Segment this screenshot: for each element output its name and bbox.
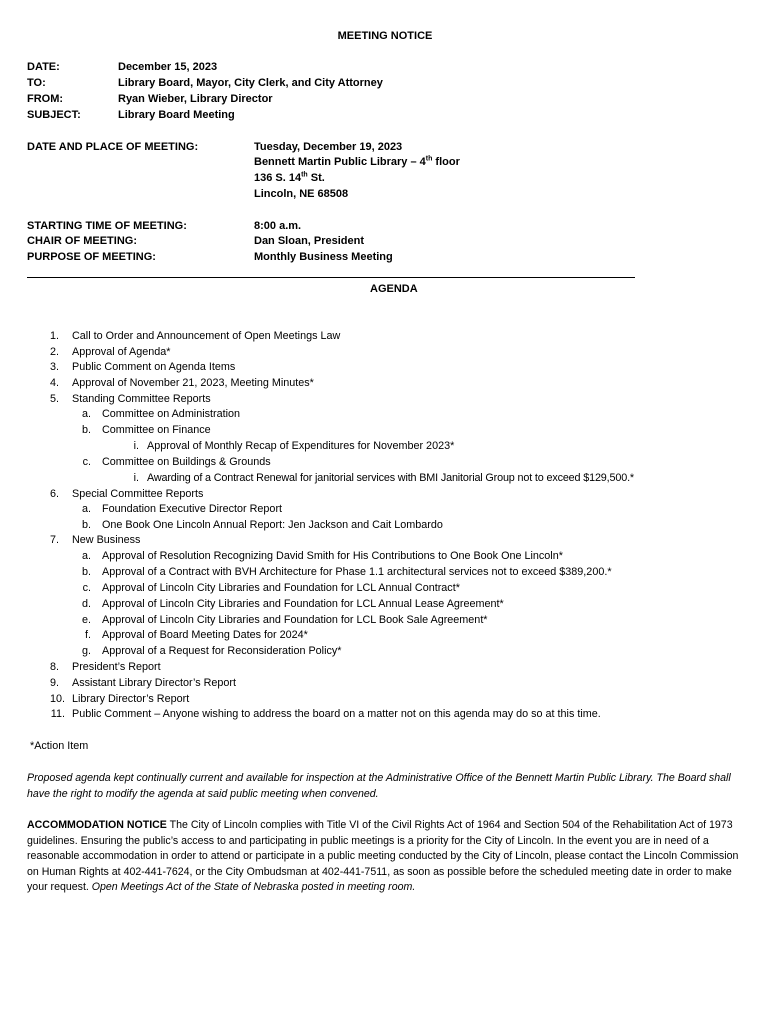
page-title: MEETING NOTICE	[337, 30, 433, 42]
agenda-item-text: Approval of November 21, 2023, Meeting Minutes*	[72, 377, 314, 389]
agenda-item-number: a.	[81, 503, 91, 515]
location-text: Bennett Martin Public Library – 4	[254, 156, 426, 168]
location-suffix: floor	[432, 156, 460, 168]
agenda-item-number: 8.	[49, 661, 59, 673]
agenda-item-text: Committee on Administration	[102, 408, 241, 420]
agenda-item-text: Standing Committee Reports	[72, 393, 211, 405]
agenda-title: AGENDA	[370, 283, 418, 295]
agenda-item-number: 10.	[49, 693, 65, 705]
agenda-item-text: Committee on Buildings & Grounds	[102, 456, 271, 468]
agenda-item-text: Approval of a Request for Reconsideration Policy*	[102, 645, 342, 657]
agenda-item-number: g.	[81, 645, 91, 657]
purpose-value: Monthly Business Meeting	[254, 251, 393, 263]
agenda-item-number: 1.	[49, 330, 59, 342]
agenda-item-text: Approval of Board Meeting Dates for 2024*	[102, 629, 308, 641]
meeting-location	[254, 156, 460, 168]
accommodation-notice	[27, 818, 743, 896]
agenda-item-number: 9.	[49, 677, 59, 689]
agenda-item-number: b.	[81, 519, 91, 531]
agenda-item-text: Assistant Library Director’s Report	[72, 677, 237, 689]
agenda-item-text: One Book One Lincoln Annual Report: Jen Jackson and Cait Lombardo	[102, 519, 443, 531]
chair-value: Dan Sloan, President	[254, 235, 365, 247]
meeting-street	[254, 172, 325, 184]
agenda-item-number: 5.	[49, 393, 59, 405]
meeting-date: Tuesday, December 19, 2023	[254, 141, 403, 153]
street-ordinal: th	[301, 171, 308, 179]
subject-label: SUBJECT:	[27, 109, 81, 121]
accommodation-body: The City of Lincoln complies with Title VI of the Civil Rights Act of 1964 and Section 504 of the Rehabilitation Act of 1973 guidelines. Ensuring the public’s access to and participating in public meetings is a priority for the City of Lincoln. In the event you are in need of a reasonable accommodation in order to attend or participate in a public meeting conducted by the City of Lincoln, please contact the Lincoln Commission on Human Rights at 402-441-7624, or the City Ombudsman at 402-441-7511, as soon as possible before the scheduled meeting date in order to make your request.	[27, 819, 739, 893]
agenda-item-number: a.	[81, 408, 91, 420]
agenda-item-text: Public Comment on Agenda Items	[72, 361, 236, 373]
agenda-item-text: Approval of a Contract with BVH Architecture for Phase 1.1 architectural services not to exceed $389,200.*	[102, 566, 612, 578]
date-label: DATE:	[27, 61, 60, 73]
proposed-agenda-note: Proposed agenda kept continually current and available for inspection at the Administrative Office of the Bennett Martin Public Library. The Board shall have the right to modify the agenda at said public meeting when convened.	[27, 772, 731, 800]
agenda-item-number: 4.	[49, 377, 59, 389]
agenda-item-number: b.	[81, 566, 91, 578]
from-value: Ryan Wieber, Library Director	[118, 93, 273, 105]
agenda-item-text: Approval of Resolution Recognizing David Smith for His Contributions to One Book One Lincoln*	[102, 550, 563, 562]
agenda-item-number: 7.	[49, 534, 59, 546]
agenda-item-number: a.	[81, 550, 91, 562]
agenda-item-text: Approval of Lincoln City Libraries and Foundation for LCL Annual Contract*	[102, 582, 460, 594]
agenda-item-text: Public Comment – Anyone wishing to address the board on a matter not on this agenda may do so at this time.	[72, 708, 601, 720]
agenda-item-text: New Business	[72, 534, 141, 546]
to-value: Library Board, Mayor, City Clerk, and City Attorney	[118, 77, 383, 89]
agenda-item-text: President’s Report	[72, 661, 161, 673]
location-ordinal: th	[425, 155, 433, 163]
agenda-item-text: Approval of Lincoln City Libraries and Foundation for LCL Book Sale Agreement*	[102, 614, 488, 626]
purpose-label: PURPOSE OF MEETING:	[27, 251, 156, 263]
action-item-note: *Action Item	[30, 740, 89, 752]
agenda-item-number: b.	[81, 424, 91, 436]
agenda-item-text: Approval of Agenda*	[72, 346, 171, 358]
agenda-item-text: Committee on Finance	[102, 424, 211, 436]
accommodation-closing: Open Meetings Act of the State of Nebraska posted in meeting room.	[91, 881, 416, 893]
to-label: TO:	[27, 77, 46, 89]
agenda-item-text: Call to Order and Announcement of Open Meetings Law	[72, 330, 341, 342]
agenda-item-number: f.	[85, 629, 91, 641]
agenda-item-number: 6.	[49, 488, 59, 500]
agenda-item-number: i.	[133, 440, 139, 452]
agenda-item-number: i.	[133, 472, 139, 484]
street-suffix: St.	[307, 172, 325, 184]
date-value: December 15, 2023	[118, 61, 218, 73]
agenda-item-number: c.	[82, 582, 91, 594]
agenda-item-text: Approval of Lincoln City Libraries and Foundation for LCL Annual Lease Agreement*	[102, 598, 504, 610]
time-label: STARTING TIME OF MEETING:	[27, 220, 187, 232]
agenda-item-text: Foundation Executive Director Report	[102, 503, 283, 515]
from-label: FROM:	[27, 93, 64, 105]
subject-value: Library Board Meeting	[118, 109, 235, 121]
agenda-item-text: Library Director’s Report	[72, 693, 190, 705]
agenda-item-text: Awarding of a Contract Renewal for janitorial services with BMI Janitorial Group not to exceed $129,500.*	[147, 472, 634, 484]
agenda-item-number: 11.	[50, 708, 65, 720]
agenda-item-number: 3.	[49, 361, 59, 373]
street-text: 136 S. 14	[254, 172, 302, 184]
accommodation-heading: ACCOMMODATION NOTICE	[27, 819, 167, 831]
agenda-item-number: d.	[81, 598, 91, 610]
time-value: 8:00 a.m.	[254, 220, 302, 232]
agenda-item-text: Special Committee Reports	[72, 488, 204, 500]
agenda-item-number: c.	[82, 456, 91, 468]
place-label: DATE AND PLACE OF MEETING:	[27, 141, 199, 153]
agenda-item-number: e.	[81, 614, 91, 626]
agenda-item-number: 2.	[49, 346, 59, 358]
divider-rule	[27, 277, 635, 278]
meeting-city: Lincoln, NE 68508	[254, 188, 349, 200]
agenda-item-text: Approval of Monthly Recap of Expenditures for November 2023*	[147, 440, 455, 452]
chair-label: CHAIR OF MEETING:	[27, 235, 137, 247]
